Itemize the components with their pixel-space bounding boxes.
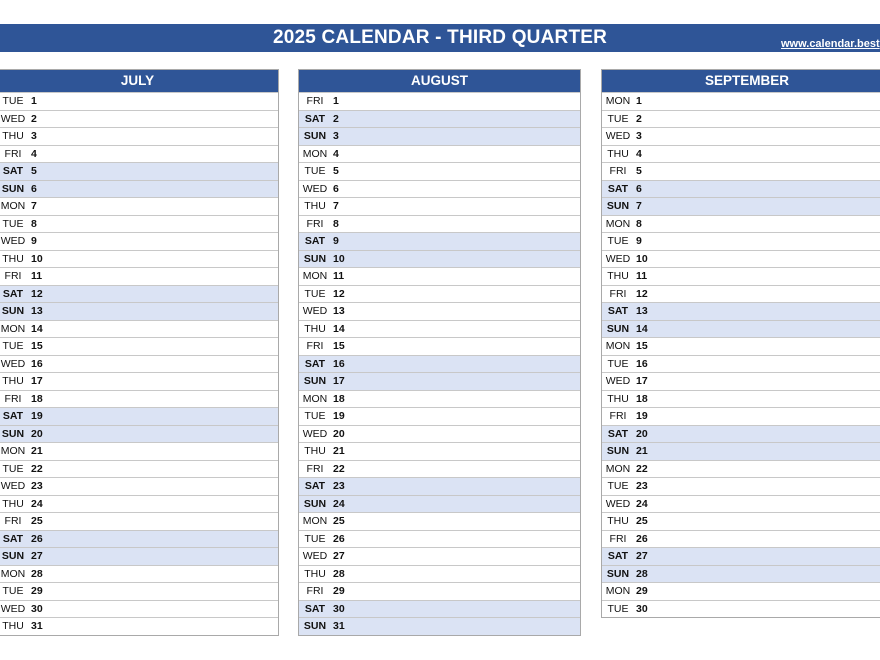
day-number: 31 xyxy=(333,620,345,633)
day-number: 8 xyxy=(636,217,642,230)
weekday-label: WED xyxy=(0,602,26,615)
day-number: 4 xyxy=(636,147,642,160)
weekday-label: THU xyxy=(607,147,629,160)
day-number: 13 xyxy=(31,305,43,318)
day-number: 22 xyxy=(31,462,43,475)
day-row xyxy=(602,110,880,128)
day-row xyxy=(299,127,580,145)
day-number: 1 xyxy=(31,95,37,108)
day-row xyxy=(602,180,880,198)
weekday-label: TUE xyxy=(607,480,629,493)
weekday-label: SAT xyxy=(2,532,24,545)
weekday-label: WED xyxy=(605,130,631,143)
day-row xyxy=(299,530,580,548)
day-row xyxy=(0,600,278,618)
day-list xyxy=(602,92,880,617)
day-row xyxy=(602,477,880,495)
weekday-label: WED xyxy=(302,550,328,563)
weekday-label: FRI xyxy=(4,515,22,528)
day-row xyxy=(602,232,880,250)
weekday-label: THU xyxy=(304,567,326,580)
day-row xyxy=(602,250,880,268)
day-number: 4 xyxy=(31,147,37,160)
day-number: 23 xyxy=(636,480,648,493)
day-number: 11 xyxy=(333,270,345,283)
day-row xyxy=(0,197,278,215)
weekday-label: THU xyxy=(2,497,24,510)
day-number: 21 xyxy=(31,445,43,458)
weekday-label: MON xyxy=(0,445,26,458)
day-row xyxy=(0,477,278,495)
day-row xyxy=(602,547,880,565)
day-row xyxy=(602,92,880,110)
day-number: 2 xyxy=(636,112,642,125)
day-number: 5 xyxy=(333,165,339,178)
weekday-label: TUE xyxy=(607,357,629,370)
day-row xyxy=(602,337,880,355)
day-row xyxy=(0,442,278,460)
day-number: 24 xyxy=(333,497,345,510)
weekday-label: TUE xyxy=(2,217,24,230)
day-row xyxy=(602,407,880,425)
day-number: 25 xyxy=(333,515,345,528)
day-number: 22 xyxy=(333,462,345,475)
day-number: 3 xyxy=(636,130,642,143)
day-number: 23 xyxy=(333,480,345,493)
day-row xyxy=(0,407,278,425)
weekday-label: FRI xyxy=(306,585,324,598)
website-link[interactable]: www.calendar.best xyxy=(781,38,880,50)
weekday-label: MON xyxy=(302,270,328,283)
weekday-label: TUE xyxy=(304,532,326,545)
day-row xyxy=(299,197,580,215)
day-row xyxy=(299,547,580,565)
weekday-label: THU xyxy=(2,620,24,633)
day-number: 9 xyxy=(636,235,642,248)
day-number: 18 xyxy=(636,392,648,405)
weekday-label: SUN xyxy=(1,427,25,440)
day-number: 12 xyxy=(31,287,43,300)
month-header: SEPTEMBER xyxy=(602,70,880,92)
day-number: 12 xyxy=(636,287,648,300)
weekday-label: THU xyxy=(304,200,326,213)
weekday-label: SAT xyxy=(2,165,24,178)
weekday-label: SAT xyxy=(304,112,326,125)
day-row xyxy=(299,302,580,320)
day-row xyxy=(299,180,580,198)
day-row xyxy=(299,512,580,530)
day-row xyxy=(602,582,880,600)
weekday-label: WED xyxy=(0,112,26,125)
day-row xyxy=(299,495,580,513)
month-header: AUGUST xyxy=(299,70,580,92)
weekday-label: MON xyxy=(302,392,328,405)
day-list xyxy=(299,92,580,635)
day-row xyxy=(602,372,880,390)
weekday-label: SAT xyxy=(607,305,629,318)
weekday-label: MON xyxy=(605,217,631,230)
weekday-label: WED xyxy=(302,182,328,195)
day-row xyxy=(602,565,880,583)
weekday-label: WED xyxy=(0,235,26,248)
day-number: 15 xyxy=(31,340,43,353)
weekday-label: SUN xyxy=(303,497,327,510)
day-number: 12 xyxy=(333,287,345,300)
day-number: 22 xyxy=(636,462,648,475)
day-row xyxy=(602,512,880,530)
day-number: 14 xyxy=(333,322,345,335)
day-number: 27 xyxy=(636,550,648,563)
day-row xyxy=(602,425,880,443)
day-number: 28 xyxy=(333,567,345,580)
day-row xyxy=(299,477,580,495)
page-title: 2025 CALENDAR - THIRD QUARTER xyxy=(272,27,608,48)
day-row xyxy=(0,145,278,163)
day-number: 17 xyxy=(333,375,345,388)
day-number: 9 xyxy=(333,235,339,248)
day-list xyxy=(0,92,278,635)
day-number: 9 xyxy=(31,235,37,248)
month-table-september xyxy=(601,69,880,618)
weekday-label: FRI xyxy=(609,287,627,300)
day-number: 14 xyxy=(636,322,648,335)
day-row xyxy=(0,425,278,443)
day-row xyxy=(299,215,580,233)
day-row xyxy=(299,92,580,110)
day-number: 21 xyxy=(333,445,345,458)
day-row xyxy=(0,215,278,233)
weekday-label: FRI xyxy=(306,462,324,475)
day-row xyxy=(299,442,580,460)
day-number: 19 xyxy=(636,410,648,423)
weekday-label: SAT xyxy=(304,480,326,493)
day-number: 13 xyxy=(333,305,345,318)
day-row xyxy=(0,267,278,285)
month-header: JULY xyxy=(0,70,278,92)
day-number: 20 xyxy=(31,427,43,440)
day-row xyxy=(602,530,880,548)
day-row xyxy=(0,302,278,320)
day-number: 10 xyxy=(636,252,648,265)
day-number: 26 xyxy=(31,532,43,545)
day-number: 14 xyxy=(31,322,43,335)
weekday-label: SAT xyxy=(304,602,326,615)
day-row xyxy=(299,320,580,338)
weekday-label: FRI xyxy=(609,165,627,178)
weekday-label: SUN xyxy=(303,252,327,265)
weekday-label: SAT xyxy=(607,550,629,563)
day-number: 6 xyxy=(333,182,339,195)
weekday-label: MON xyxy=(302,147,328,160)
day-number: 29 xyxy=(636,585,648,598)
weekday-label: SUN xyxy=(606,445,630,458)
day-number: 16 xyxy=(636,357,648,370)
weekday-label: WED xyxy=(302,305,328,318)
day-row xyxy=(0,565,278,583)
day-number: 6 xyxy=(636,182,642,195)
weekday-label: FRI xyxy=(4,270,22,283)
day-number: 7 xyxy=(636,200,642,213)
day-number: 18 xyxy=(31,392,43,405)
day-number: 20 xyxy=(636,427,648,440)
day-row xyxy=(0,390,278,408)
weekday-label: SUN xyxy=(1,182,25,195)
day-row xyxy=(0,320,278,338)
day-row xyxy=(602,600,880,618)
day-row xyxy=(0,355,278,373)
day-number: 25 xyxy=(31,515,43,528)
weekday-label: SUN xyxy=(606,200,630,213)
weekday-label: MON xyxy=(605,95,631,108)
weekday-label: SUN xyxy=(303,620,327,633)
day-row xyxy=(0,127,278,145)
weekday-label: SUN xyxy=(303,375,327,388)
day-number: 25 xyxy=(636,515,648,528)
day-row xyxy=(0,92,278,110)
day-number: 28 xyxy=(31,567,43,580)
day-row xyxy=(0,110,278,128)
weekday-label: MON xyxy=(605,462,631,475)
day-row xyxy=(299,390,580,408)
day-row xyxy=(0,232,278,250)
weekday-label: THU xyxy=(304,445,326,458)
weekday-label: SUN xyxy=(606,322,630,335)
day-row xyxy=(0,582,278,600)
day-row xyxy=(602,460,880,478)
day-row xyxy=(0,617,278,635)
weekday-label: SAT xyxy=(2,287,24,300)
day-row xyxy=(602,127,880,145)
day-row xyxy=(299,565,580,583)
weekday-label: SAT xyxy=(304,357,326,370)
day-number: 29 xyxy=(31,585,43,598)
day-row xyxy=(299,617,580,635)
weekday-label: SUN xyxy=(1,305,25,318)
day-row xyxy=(602,495,880,513)
day-row xyxy=(602,145,880,163)
day-number: 27 xyxy=(333,550,345,563)
weekday-label: WED xyxy=(605,375,631,388)
weekday-label: SAT xyxy=(2,410,24,423)
day-number: 27 xyxy=(31,550,43,563)
weekday-label: MON xyxy=(302,515,328,528)
day-number: 2 xyxy=(31,112,37,125)
weekday-label: TUE xyxy=(607,602,629,615)
weekday-label: SUN xyxy=(303,130,327,143)
day-row xyxy=(602,302,880,320)
weekday-label: SUN xyxy=(606,567,630,580)
day-row xyxy=(299,250,580,268)
weekday-label: FRI xyxy=(306,340,324,353)
day-row xyxy=(602,215,880,233)
weekday-label: FRI xyxy=(4,392,22,405)
day-number: 24 xyxy=(31,497,43,510)
title-bar xyxy=(0,24,880,52)
weekday-label: WED xyxy=(302,427,328,440)
weekday-label: THU xyxy=(2,130,24,143)
day-row xyxy=(0,547,278,565)
day-row xyxy=(0,460,278,478)
weekday-label: TUE xyxy=(2,95,24,108)
day-row xyxy=(0,372,278,390)
weekday-label: MON xyxy=(0,322,26,335)
day-row xyxy=(0,180,278,198)
day-row xyxy=(299,600,580,618)
day-row xyxy=(299,460,580,478)
day-row xyxy=(0,530,278,548)
day-row xyxy=(602,285,880,303)
day-number: 17 xyxy=(636,375,648,388)
day-number: 15 xyxy=(333,340,345,353)
day-number: 17 xyxy=(31,375,43,388)
day-number: 11 xyxy=(636,270,648,283)
weekday-label: THU xyxy=(607,515,629,528)
day-number: 5 xyxy=(31,165,37,178)
weekday-label: THU xyxy=(2,375,24,388)
day-row xyxy=(299,582,580,600)
month-table-july xyxy=(0,69,279,636)
weekday-label: FRI xyxy=(609,410,627,423)
day-number: 19 xyxy=(31,410,43,423)
weekday-label: WED xyxy=(605,252,631,265)
weekday-label: THU xyxy=(2,252,24,265)
day-row xyxy=(299,407,580,425)
day-number: 8 xyxy=(333,217,339,230)
day-row xyxy=(299,337,580,355)
weekday-label: THU xyxy=(304,322,326,335)
day-row xyxy=(299,372,580,390)
weekday-label: FRI xyxy=(306,95,324,108)
day-row xyxy=(602,442,880,460)
day-number: 30 xyxy=(31,602,43,615)
day-number: 1 xyxy=(333,95,339,108)
weekday-label: WED xyxy=(0,480,26,493)
day-number: 19 xyxy=(333,410,345,423)
day-number: 8 xyxy=(31,217,37,230)
day-number: 3 xyxy=(31,130,37,143)
weekday-label: THU xyxy=(607,392,629,405)
day-number: 21 xyxy=(636,445,648,458)
weekday-label: SUN xyxy=(1,550,25,563)
day-row xyxy=(299,267,580,285)
day-number: 26 xyxy=(333,532,345,545)
day-row xyxy=(602,355,880,373)
day-row xyxy=(299,285,580,303)
day-row xyxy=(299,110,580,128)
day-row xyxy=(0,162,278,180)
weekday-label: WED xyxy=(605,497,631,510)
weekday-label: MON xyxy=(605,340,631,353)
day-number: 11 xyxy=(31,270,43,283)
day-number: 18 xyxy=(333,392,345,405)
day-number: 4 xyxy=(333,147,339,160)
day-number: 1 xyxy=(636,95,642,108)
weekday-label: SAT xyxy=(607,427,629,440)
day-row xyxy=(602,320,880,338)
day-number: 20 xyxy=(333,427,345,440)
day-row xyxy=(299,145,580,163)
day-row xyxy=(0,495,278,513)
day-number: 10 xyxy=(31,252,43,265)
weekday-label: TUE xyxy=(2,585,24,598)
day-number: 26 xyxy=(636,532,648,545)
weekday-label: TUE xyxy=(304,287,326,300)
day-number: 7 xyxy=(333,200,339,213)
weekday-label: FRI xyxy=(4,147,22,160)
day-number: 24 xyxy=(636,497,648,510)
weekday-label: THU xyxy=(607,270,629,283)
day-row xyxy=(299,162,580,180)
day-row xyxy=(299,232,580,250)
day-row xyxy=(299,425,580,443)
weekday-label: TUE xyxy=(304,410,326,423)
day-row xyxy=(299,355,580,373)
day-number: 6 xyxy=(31,182,37,195)
day-number: 13 xyxy=(636,305,648,318)
weekday-label: TUE xyxy=(607,235,629,248)
weekday-label: FRI xyxy=(306,217,324,230)
weekday-label: TUE xyxy=(304,165,326,178)
day-row xyxy=(0,512,278,530)
day-number: 16 xyxy=(31,357,43,370)
day-row xyxy=(602,197,880,215)
day-row xyxy=(602,267,880,285)
day-row xyxy=(0,337,278,355)
weekday-label: MON xyxy=(0,567,26,580)
day-row xyxy=(602,390,880,408)
weekday-label: SAT xyxy=(607,182,629,195)
weekday-label: MON xyxy=(605,585,631,598)
day-number: 15 xyxy=(636,340,648,353)
weekday-label: SAT xyxy=(304,235,326,248)
day-row xyxy=(0,250,278,268)
day-number: 30 xyxy=(636,602,648,615)
weekday-label: MON xyxy=(0,200,26,213)
day-number: 31 xyxy=(31,620,43,633)
weekday-label: FRI xyxy=(609,532,627,545)
day-row xyxy=(0,285,278,303)
day-number: 28 xyxy=(636,567,648,580)
day-row xyxy=(602,162,880,180)
weekday-label: TUE xyxy=(2,462,24,475)
day-number: 2 xyxy=(333,112,339,125)
day-number: 3 xyxy=(333,130,339,143)
weekday-label: WED xyxy=(0,357,26,370)
day-number: 30 xyxy=(333,602,345,615)
day-number: 7 xyxy=(31,200,37,213)
day-number: 10 xyxy=(333,252,345,265)
day-number: 23 xyxy=(31,480,43,493)
day-number: 5 xyxy=(636,165,642,178)
month-table-august xyxy=(298,69,581,636)
weekday-label: TUE xyxy=(607,112,629,125)
day-number: 29 xyxy=(333,585,345,598)
day-number: 16 xyxy=(333,357,345,370)
weekday-label: TUE xyxy=(2,340,24,353)
